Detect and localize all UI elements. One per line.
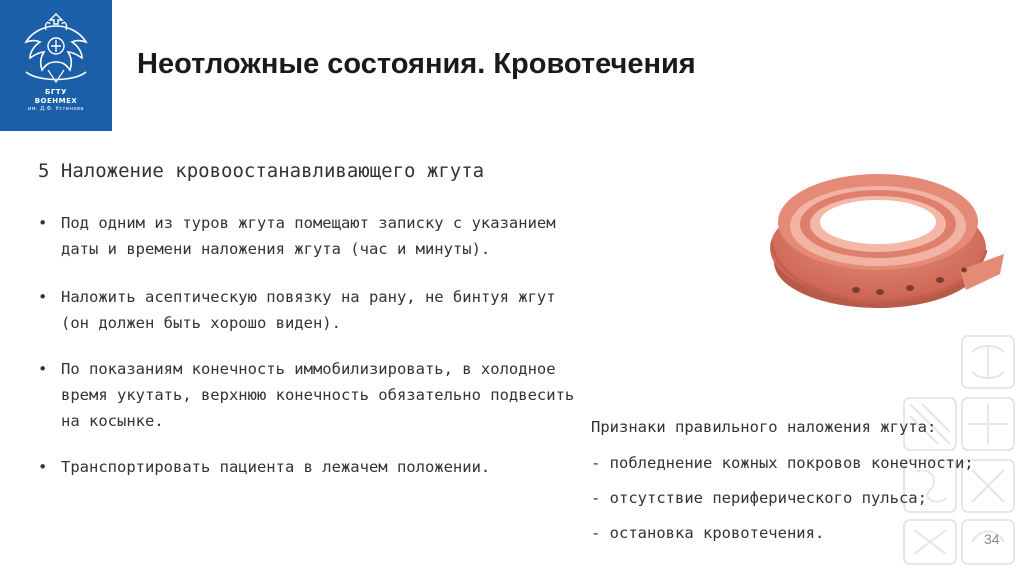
tourniquet-image: [760, 150, 1008, 320]
logo-text-short: БГТУ: [45, 88, 67, 96]
eagle-emblem-icon: [18, 10, 94, 90]
university-logo: [0, 0, 112, 131]
bullet-text: Наложить асептическую повязку на рану, не бинтуя жгут (он должен быть хорошо виден).: [61, 288, 556, 332]
bullet-marker: •: [38, 214, 48, 232]
bullet-marker: •: [38, 458, 48, 476]
page-number: 34: [984, 531, 1000, 547]
bullet-marker: •: [38, 360, 48, 378]
bullet-marker: •: [38, 288, 48, 306]
bullet-item: [38, 210, 698, 262]
bullet-text: По показаниям конечность иммобилизировать, в холодное время укутать, верхнюю конечность обязательно подвесить на косынке.: [61, 360, 575, 430]
slide-title: Неотложные состояния. Кровотечения: [137, 48, 696, 80]
signs-item: - остановка кровотечения.: [591, 524, 825, 542]
logo-text-subtitle: им. Д.Ф. Устинова: [28, 106, 84, 112]
decorative-pattern-icon: [900, 330, 1024, 570]
signs-item: - побледнение кожных покровов конечности;: [591, 454, 974, 472]
signs-heading: Признаки правильного наложения жгута:: [591, 418, 937, 436]
bullet-item: [38, 284, 698, 336]
signs-item: - отсутствие периферического пульса;: [591, 489, 927, 507]
bullet-text: Транспортировать пациента в лежачем положении.: [61, 458, 491, 476]
bullet-text: Под одним из туров жгута помещают записку с указанием даты и времени наложения жгута (час и минуты).: [61, 214, 556, 258]
section-heading: 5 Наложение кровоостанавливающего жгута: [38, 160, 485, 182]
logo-text-name: ВОЕНМЕХ: [34, 97, 78, 105]
